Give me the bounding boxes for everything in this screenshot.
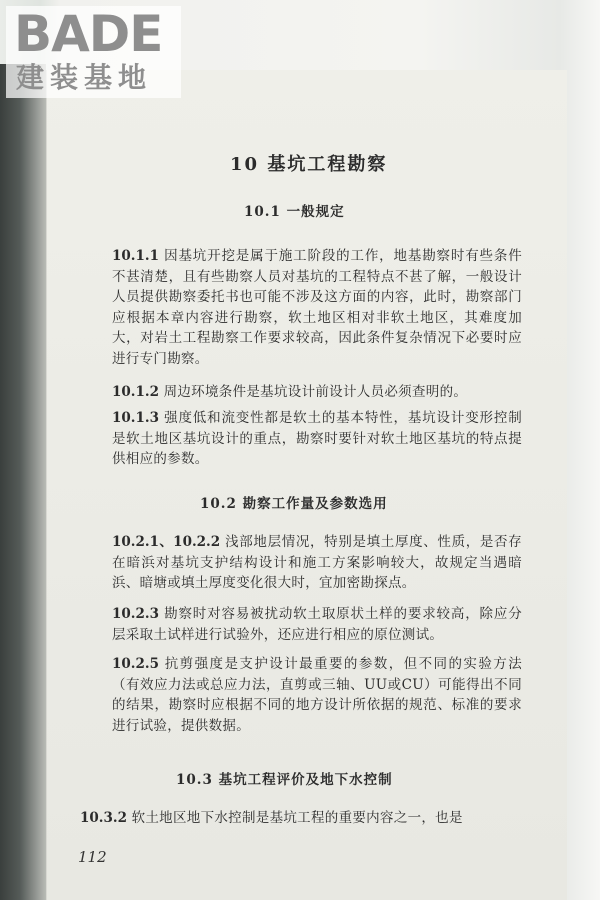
chapter-title: 10 基坑工程勘察 [230,154,388,175]
paragraph-10-1-2 [112,382,522,403]
clause-number: 10.2.1、10.2.2 [112,534,221,550]
section-title-10-1: 10.1 一般规定 [244,204,345,220]
clause-text: 因基坑开挖是属于施工阶段的工作，地基勘察时有些条件不甚清楚，且有些勘察人员对基坑的工程特点不甚了解，一般设计人员提供勘察委托书也可能不涉及这方面的内容，此时，勘察部门应根据本章内容进行勘察，软土地区相对非软土地区，其难度加大，对岩土工程勘察工作要求较高，因此条件复杂情况下必要时应进行专门勘察。 [112,248,523,367]
clause-number: 10.3.2 [80,810,127,826]
paragraph-10-2-3 [112,604,522,645]
page-number: 112 [78,848,107,866]
section-title-10-2: 10.2 勘察工作量及参数选用 [200,496,388,512]
clause-text: 强度低和流变性都是软土的基本特性，基坑设计变形控制是软土地区基坑设计的重点，勘察时要针对软土地区基坑的特点提供相应的参数。 [112,410,523,467]
paragraph-10-1-3 [112,408,522,470]
watermark-brand: BADE [14,5,163,63]
paragraph-10-2-5 [112,654,522,736]
clause-number: 10.2.3 [112,606,159,622]
clause-number: 10.2.5 [112,656,159,672]
clause-text: 浅部地层情况，特别是填土厚度、性质，是否存在暗浜对基坑支护结构设计和施工方案影响较大，故规定当遇暗浜、暗塘或填土厚度变化很大时，宜加密勘探点。 [112,534,522,591]
clause-text: 抗剪强度是支护设计最重要的参数，但不同的实验方法（有效应力法或总应力法，直剪或三轴、UU或CU）可能得出不同的结果，勘察时应根据不同的地方设计所依据的规范、标准的要求进行试验，提供数据。 [112,656,523,734]
watermark-subtitle: 建装基地 [16,61,153,94]
paragraph-10-3-2 [80,808,520,829]
clause-number: 10.1.2 [112,384,159,400]
clause-number: 10.1.3 [112,410,159,426]
clause-text: 周边环境条件是基坑设计前设计人员必须查明的。 [163,384,468,400]
paragraph-10-1-1 [112,246,522,369]
clause-number: 10.1.1 [112,248,159,264]
watermark-logo [6,6,181,98]
clause-text: 软土地区地下水控制是基坑工程的重要内容之一，也是 [131,810,463,826]
clause-text: 勘察时对容易被扰动软土取原状土样的要求较高，除应分层采取土试样进行试验外，还应进行相应的原位测试。 [112,606,523,643]
paragraph-10-2-1 [112,532,522,594]
section-title-10-3: 10.3 基坑工程评价及地下水控制 [176,772,393,788]
book-spine-shadow [0,64,46,900]
